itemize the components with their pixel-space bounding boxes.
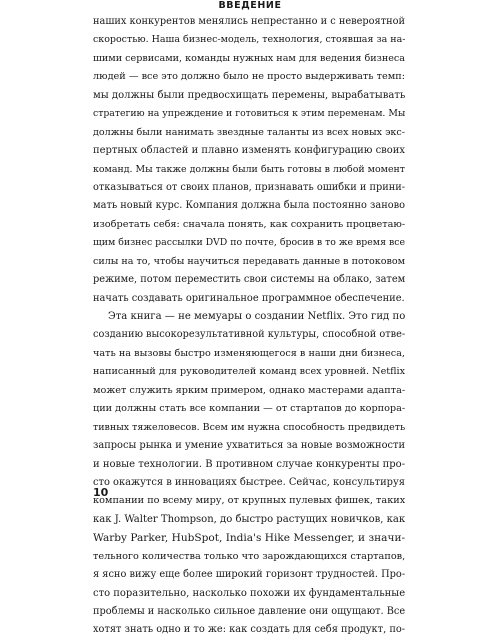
text-line: Эта книга — не мемуары о создании Netflix. Это гид по xyxy=(108,311,405,322)
text-line: хотят знать одно и то же: как создать для себя продукт, по- xyxy=(93,624,405,636)
text-line: скоростью. Наша бизнес-модель, технология, стоявшая за на- xyxy=(93,34,405,46)
text-line: людей — все это должно было не просто выдерживать темп: xyxy=(93,71,405,83)
text-line: изобретать себя: сначала понять, как сохранить процветаю- xyxy=(93,218,405,230)
text-line: режиме, потом переместить свои системы на облако, затем xyxy=(93,274,405,286)
text-line: чать на вызовы быстро изменяющегося в наши дни бизнеса, xyxy=(93,347,405,359)
text-line: ции должны стать все компании — от стартапов до корпора- xyxy=(93,403,405,415)
body-text xyxy=(93,13,405,640)
text-line: может служить ярким примером, однако мастерами адапта- xyxy=(93,384,405,396)
text-line: отказываться от своих планов, признавать ошибки и прини- xyxy=(93,181,405,193)
text-line: проблемы и насколько сильное давление они ощущают. Все xyxy=(93,606,405,617)
text-line: пертных областей и плавно изменять конфигурацию своих xyxy=(93,145,405,157)
text-line: шими сервисами, команды нужных нам для ведения бизнеса xyxy=(93,52,405,64)
text-line: тельного количества только что зарождающихся стартапов, xyxy=(93,550,405,562)
text-line: Warby Parker, HubSpot, India's Hike Messenger, и значи- xyxy=(93,532,405,545)
text-line: щим бизнес рассылки DVD по почте, бросив в то же время все xyxy=(93,237,405,249)
text-line: мы должны были предвосхищать перемены, вырабатывать xyxy=(93,89,405,101)
text-line: наших конкурентов менялись непрестанно и с невероятной xyxy=(93,16,405,27)
text-line: созданию высокорезультативной культуры, способной отве- xyxy=(93,329,405,341)
page-number: 10 xyxy=(93,486,109,499)
text-line: команд. Мы также должны были быть готовы в любой момент xyxy=(93,163,405,175)
text-line: силы на то, чтобы научиться передавать данные в потоковом xyxy=(93,255,405,267)
text-line: написанный для руководителей команд всех уровней. Netflix xyxy=(93,366,405,378)
text-line: начать создавать оригинальное программное обеспечение. xyxy=(93,292,405,304)
text-line: как J. Walter Thompson, до быстро растущих новичков, как xyxy=(93,513,405,525)
running-head: ВВЕДЕНИЕ xyxy=(218,0,282,11)
text-line: я ясно вижу еще более широкий горизонт трудностей. Про- xyxy=(93,569,405,581)
text-line: тивных тяжеловесов. Всем им нужна способность предвидеть xyxy=(93,421,405,433)
text-line: стратегию на упреждение и готовиться к этим переменам. Мы xyxy=(93,108,405,120)
text-line: сто поразительно, насколько похожи их фундаментальные xyxy=(93,587,405,599)
text-line: компании по всему миру, от крупных пулевых фишек, таких xyxy=(93,495,405,507)
text-line: сто окажутся в инновациях быстрее. Сейчас, консультируя xyxy=(93,476,405,488)
text-line: и новые технологии. В противном случае конкуренты про- xyxy=(93,458,405,470)
text-line: должны были нанимать звездные таланты из всех новых экс- xyxy=(93,126,405,138)
text-line: мать новый курс. Компания должна была постоянно заново xyxy=(93,200,405,212)
text-line: запросы рынка и умение ухватиться за новые возможности xyxy=(93,440,405,452)
